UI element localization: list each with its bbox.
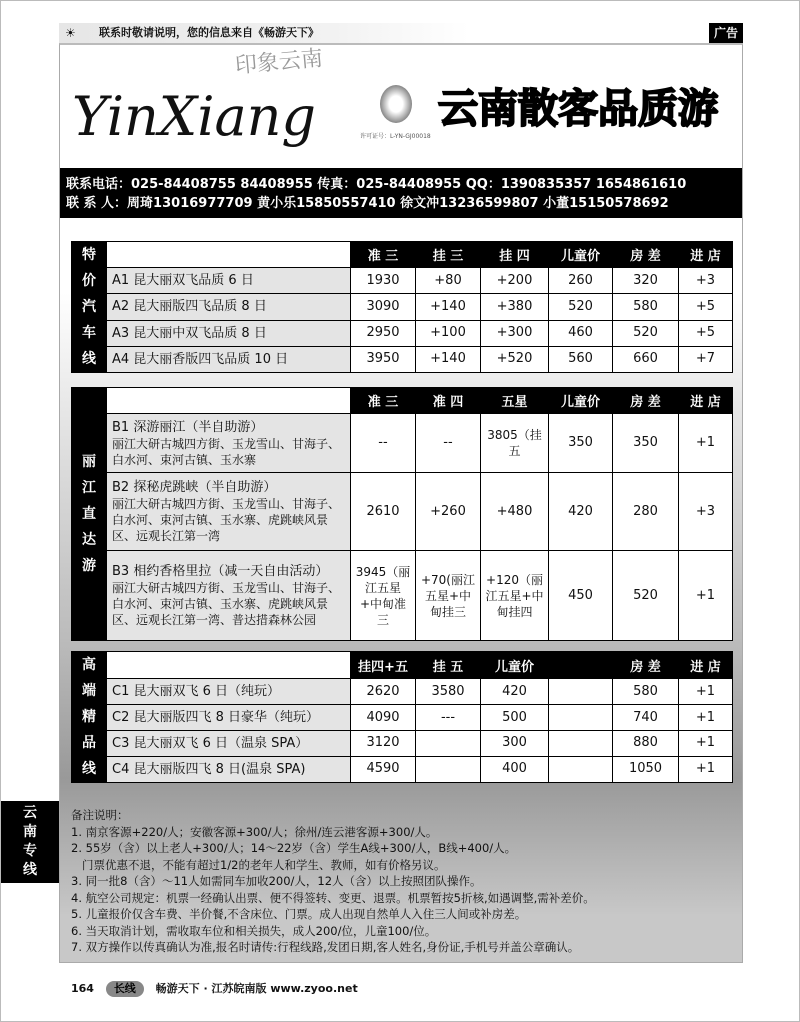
side-tab-char: 线 bbox=[23, 862, 37, 878]
route-name: A1 昆大丽双飞品质 6 日 bbox=[112, 273, 254, 289]
column-header: 准 三 bbox=[351, 388, 416, 414]
column-header: 儿童价 bbox=[481, 652, 549, 679]
route-description: 丽江大研古城四方街、玉龙雪山、甘海子、白水河、束河古镇、玉水寨、虎跳峡风景区、远观长江第一湾 bbox=[112, 497, 341, 543]
price-cell: +70(丽江五星+中甸挂三 bbox=[416, 551, 481, 641]
price-cell: +140 bbox=[416, 346, 481, 372]
price-cell: 260 bbox=[549, 268, 613, 294]
table-row bbox=[72, 731, 733, 757]
price-cell: 1930 bbox=[351, 268, 416, 294]
price-cell: 3580 bbox=[416, 679, 481, 705]
price-cell: 350 bbox=[549, 414, 613, 473]
note-item: 2. 55岁（含）以上老人+300/人；14～22岁（含）学生A线+300/人，B线+400/人。 bbox=[71, 841, 517, 855]
route-name: C2 昆大丽版四飞 8 日豪华（纯玩） bbox=[112, 710, 320, 725]
column-header: 进 店 bbox=[679, 388, 733, 414]
contact-persons: 联 系 人：周琦13016977709 黄小乐15850557410 徐文冲13236599807 小董15150578692 bbox=[66, 196, 669, 211]
section-char: 江 bbox=[82, 480, 96, 496]
price-cell: +5 bbox=[679, 320, 733, 346]
route-name: C1 昆大丽双飞 6 日（纯玩） bbox=[112, 684, 281, 700]
table-row bbox=[72, 551, 733, 641]
route-name: B3 相约香格里拉（减一天自由活动） bbox=[112, 564, 329, 579]
route-cell bbox=[107, 346, 351, 372]
table-row bbox=[72, 346, 733, 372]
license-seal-icon bbox=[380, 85, 412, 123]
price-cell: 460 bbox=[549, 320, 613, 346]
price-cell: +1 bbox=[679, 414, 733, 473]
column-header: 进 店 bbox=[679, 652, 733, 679]
price-cell bbox=[416, 756, 481, 782]
price-cell bbox=[549, 731, 613, 757]
route-cell bbox=[107, 414, 351, 473]
column-header: 挂四+五 bbox=[351, 652, 416, 679]
contact-phones: 联系电话：025-84408755 84408955 传真：025-84408955 QQ：1390835357 1654861610 bbox=[66, 177, 687, 192]
price-cell: 280 bbox=[613, 473, 679, 551]
section-char: 游 bbox=[82, 558, 96, 574]
price-cell: +1 bbox=[679, 756, 733, 782]
price-cell: 2610 bbox=[351, 473, 416, 551]
route-name: A2 昆大丽版四飞品质 8 日 bbox=[112, 299, 267, 315]
header-blank bbox=[107, 388, 351, 414]
table-header-row bbox=[72, 388, 733, 414]
column-header: 准 三 bbox=[351, 242, 416, 268]
side-tab-char: 专 bbox=[23, 843, 37, 859]
side-tab-char: 南 bbox=[23, 824, 37, 840]
note-item: 7. 双方操作以传真确认为准,报名时请传:行程线路,发团日期,客人姓名,身份证,手机号并盖公章确认。 bbox=[71, 940, 580, 954]
price-cell: 520 bbox=[549, 294, 613, 320]
table-row bbox=[72, 679, 733, 705]
route-name: C3 昆大丽双飞 6 日（温泉 SPA） bbox=[112, 735, 309, 751]
section-char: 汽 bbox=[82, 299, 96, 315]
price-table-c bbox=[71, 651, 733, 783]
price-cell: +480 bbox=[481, 473, 549, 551]
section-char: 直 bbox=[82, 506, 96, 522]
price-cell: +300 bbox=[481, 320, 549, 346]
price-cell: +80 bbox=[416, 268, 481, 294]
price-cell: +520 bbox=[481, 346, 549, 372]
price-cell: 2620 bbox=[351, 679, 416, 705]
table-row bbox=[72, 705, 733, 731]
note-item: 4. 航空公司规定：机票一经确认出票、便不得签转、变更、退票。机票暂按5折核,如遇调整,需补差价。 bbox=[71, 890, 595, 905]
price-cell: 450 bbox=[549, 551, 613, 641]
price-cell: +3 bbox=[679, 473, 733, 551]
price-cell: +100 bbox=[416, 320, 481, 346]
table-row bbox=[72, 294, 733, 320]
price-cell: 4090 bbox=[351, 705, 416, 731]
route-name: B1 深游丽江（半自助游） bbox=[112, 419, 264, 435]
column-header: 儿童价 bbox=[549, 388, 613, 414]
price-cell: -- bbox=[416, 414, 481, 473]
price-cell: 660 bbox=[613, 346, 679, 372]
price-cell: 300 bbox=[481, 731, 549, 757]
route-cell bbox=[107, 756, 351, 782]
column-header: 儿童价 bbox=[549, 242, 613, 268]
price-cell: +200 bbox=[481, 268, 549, 294]
column-header: 房 差 bbox=[613, 242, 679, 268]
section-char: 特 bbox=[82, 247, 96, 263]
column-header: 准 四 bbox=[416, 388, 481, 414]
price-cell: +3 bbox=[679, 268, 733, 294]
price-cell: 4590 bbox=[351, 756, 416, 782]
brand-logo-cn: 印象云南 bbox=[234, 46, 324, 79]
price-cell: 520 bbox=[613, 551, 679, 641]
route-name: A4 昆大丽香版四飞品质 10 日 bbox=[112, 351, 289, 367]
note-item: 1. 南京客源+220/人；安徽客源+300/人；徐州/连云港客源+300/人。 bbox=[71, 824, 438, 839]
route-cell bbox=[107, 705, 351, 731]
column-header bbox=[549, 652, 613, 679]
price-cell: 420 bbox=[481, 679, 549, 705]
price-cell: 320 bbox=[613, 268, 679, 294]
price-cell: 2950 bbox=[351, 320, 416, 346]
column-header: 挂 四 bbox=[481, 242, 549, 268]
price-cell: 350 bbox=[613, 414, 679, 473]
route-cell bbox=[107, 551, 351, 641]
section-char: 精 bbox=[82, 709, 96, 725]
price-cell: 880 bbox=[613, 731, 679, 757]
section-char: 端 bbox=[82, 683, 96, 699]
price-cell: +120（丽江五星+中甸挂四 bbox=[481, 551, 549, 641]
section-char: 线 bbox=[82, 351, 96, 367]
side-tab bbox=[1, 801, 59, 883]
publication-name: 畅游天下 · 江苏皖南版 www.zyoo.net bbox=[155, 982, 358, 995]
price-cell: 3090 bbox=[351, 294, 416, 320]
page-number: 164 bbox=[71, 982, 94, 995]
table-row bbox=[72, 320, 733, 346]
page-footer bbox=[71, 981, 358, 997]
price-cell: +7 bbox=[679, 346, 733, 372]
table-row bbox=[72, 414, 733, 473]
section-char: 丽 bbox=[82, 454, 96, 470]
route-cell bbox=[107, 320, 351, 346]
price-cell: 400 bbox=[481, 756, 549, 782]
price-cell: 580 bbox=[613, 294, 679, 320]
price-cell bbox=[549, 705, 613, 731]
price-cell: -- bbox=[351, 414, 416, 473]
price-cell: +1 bbox=[679, 679, 733, 705]
column-header: 挂 三 bbox=[416, 242, 481, 268]
price-cell: 1050 bbox=[613, 756, 679, 782]
notes-title: 备注说明： bbox=[71, 808, 129, 822]
note-item: 6. 当天取消计划，需收取车位和相关损失，成人200/位，儿童100/位。 bbox=[71, 923, 437, 938]
table-row bbox=[72, 268, 733, 294]
brand-logo: YinXiang bbox=[72, 85, 317, 148]
price-cell: +380 bbox=[481, 294, 549, 320]
side-tab-char: 云 bbox=[23, 805, 37, 821]
route-cell bbox=[107, 294, 351, 320]
table-row bbox=[72, 473, 733, 551]
section-label bbox=[72, 242, 107, 373]
section-char: 达 bbox=[82, 532, 96, 548]
price-cell: 3950 bbox=[351, 346, 416, 372]
column-header: 进 店 bbox=[679, 242, 733, 268]
price-cell: --- bbox=[416, 705, 481, 731]
price-cell: +260 bbox=[416, 473, 481, 551]
route-cell bbox=[107, 679, 351, 705]
column-header: 五星 bbox=[481, 388, 549, 414]
table-row bbox=[72, 756, 733, 782]
ad-title: 云南散客品质游 bbox=[438, 86, 718, 132]
column-header: 房 差 bbox=[613, 652, 679, 679]
notice-text: 联系时敬请说明，您的信息来自《畅游天下》 bbox=[99, 26, 319, 39]
route-cell bbox=[107, 268, 351, 294]
table-header-row bbox=[72, 652, 733, 679]
ad-label: 广告 bbox=[709, 23, 743, 43]
notes bbox=[71, 807, 741, 956]
price-cell: 3945（丽江五星+中甸准三 bbox=[351, 551, 416, 641]
price-cell: 580 bbox=[613, 679, 679, 705]
price-cell bbox=[549, 679, 613, 705]
route-name: A3 昆大丽中双飞品质 8 日 bbox=[112, 325, 267, 341]
route-cell bbox=[107, 473, 351, 551]
table-header-row bbox=[72, 242, 733, 268]
section-label bbox=[72, 652, 107, 783]
section-label bbox=[72, 388, 107, 641]
route-description: 丽江大研古城四方街、玉龙雪山、甘海子、白水河、束河古镇、玉水寨、虎跳峡风景区、远观长江第一湾、普达措森林公园 bbox=[112, 581, 341, 627]
price-cell: +140 bbox=[416, 294, 481, 320]
price-cell: +5 bbox=[679, 294, 733, 320]
price-cell: +1 bbox=[679, 705, 733, 731]
price-cell: +1 bbox=[679, 551, 733, 641]
sun-logo-icon: ☀ bbox=[65, 26, 76, 40]
price-cell bbox=[416, 731, 481, 757]
price-cell: 500 bbox=[481, 705, 549, 731]
section-pill: 长线 bbox=[106, 981, 144, 997]
price-cell: 560 bbox=[549, 346, 613, 372]
license-number: 许可证号：L-YN-GJ00018 bbox=[360, 133, 431, 140]
column-header: 挂 五 bbox=[416, 652, 481, 679]
price-cell: 740 bbox=[613, 705, 679, 731]
price-table-a bbox=[71, 241, 733, 373]
section-char: 线 bbox=[82, 761, 96, 777]
header-blank bbox=[107, 652, 351, 679]
note-item: 5. 儿童报价仅含车费、半价餐,不含床位、门票。成人出现自然单人入住三人间或补房差。 bbox=[71, 907, 527, 921]
route-name: C4 昆大丽版四飞 8 日(温泉 SPA) bbox=[112, 761, 306, 777]
top-strip bbox=[59, 23, 743, 43]
section-char: 价 bbox=[82, 273, 96, 289]
contact-bar bbox=[60, 168, 742, 218]
column-header: 房 差 bbox=[613, 388, 679, 414]
section-char: 高 bbox=[82, 657, 96, 673]
note-item: 3. 同一批8（含）～11人如需同车加收200/人，12人（含）以上按照团队操作。 bbox=[71, 874, 482, 888]
route-name: B2 探秘虎跳峡（半自助游） bbox=[112, 480, 277, 495]
price-cell: 520 bbox=[613, 320, 679, 346]
route-cell bbox=[107, 731, 351, 757]
price-cell: 3805（挂五 bbox=[481, 414, 549, 473]
price-cell bbox=[549, 756, 613, 782]
note-item: 门票优惠不退，不能有超过1/2的老年人和学生、教师，如有价格另议。 bbox=[71, 857, 446, 872]
section-char: 品 bbox=[82, 735, 96, 751]
section-char: 车 bbox=[82, 325, 96, 341]
header-blank bbox=[107, 242, 351, 268]
price-cell: 420 bbox=[549, 473, 613, 551]
price-table-b bbox=[71, 387, 733, 641]
price-cell: +1 bbox=[679, 731, 733, 757]
price-cell: 3120 bbox=[351, 731, 416, 757]
route-description: 丽江大研古城四方街、玉龙雪山、甘海子、白水河、束河古镇、玉水寨 bbox=[112, 436, 341, 467]
